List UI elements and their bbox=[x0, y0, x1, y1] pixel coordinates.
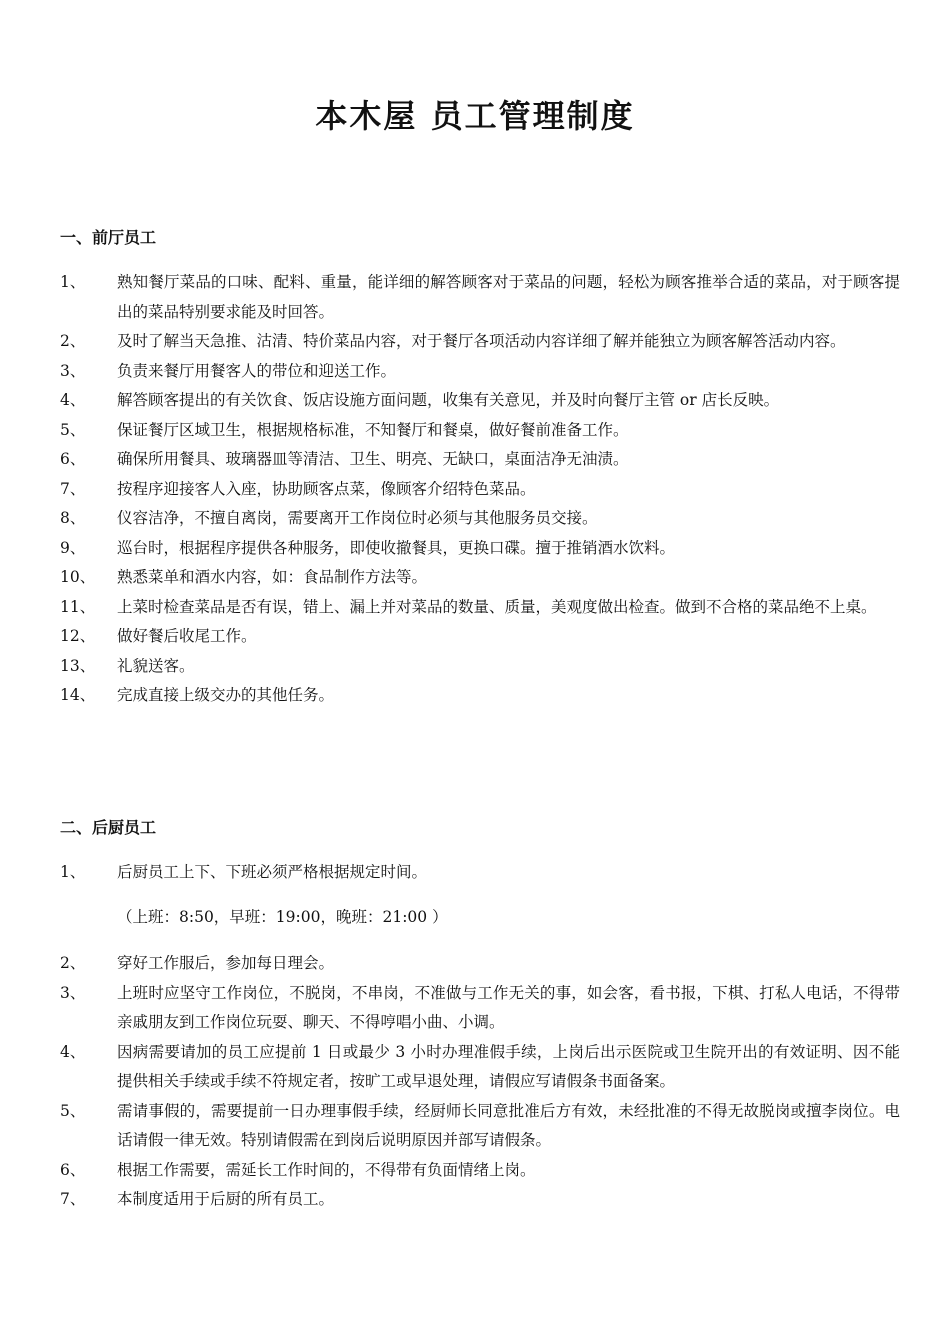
section-heading-front-hall: 一、前厅员工 bbox=[60, 228, 157, 247]
item-number: 10、 bbox=[60, 568, 96, 586]
item-text: 熟悉菜单和酒水内容，如：食品制作方法等。 bbox=[117, 568, 428, 586]
item-text: 上班时应坚守工作岗位，不脱岗，不串岗，不准做与工作无关的事，如会客，看书报，下棋、打私人电话，不得带亲戚朋友到工作岗位玩耍、聊天、不得哼唱小曲、小调。 bbox=[117, 983, 900, 1031]
list-item bbox=[60, 979, 900, 1038]
item-text: 按程序迎接客人入座，协助顾客点菜，像顾客介绍特色菜品。 bbox=[117, 479, 536, 498]
list-item bbox=[60, 949, 900, 979]
list-item bbox=[60, 858, 900, 888]
list-item bbox=[60, 1185, 900, 1215]
list-item bbox=[60, 504, 900, 534]
list-item bbox=[60, 357, 900, 387]
item-text: 后厨员工上下、下班必须严格根据规定时间。 bbox=[117, 863, 428, 881]
kitchen-rules-list-start bbox=[60, 858, 900, 888]
item-text: 穿好工作服后，参加每日理会。 bbox=[117, 954, 335, 972]
list-item bbox=[60, 534, 900, 564]
list-item bbox=[60, 563, 900, 593]
section-heading-kitchen: 二、后厨员工 bbox=[60, 818, 157, 837]
item-number: 3、 bbox=[60, 983, 86, 1002]
item-text: 需请事假的，需要提前一日办理事假手续，经厨师长同意批准后方有效，未经批准的不得无故脱岗或擅李岗位。电话请假一律无效。特别请假需在到岗后说明原因并部写请假条。 bbox=[117, 1101, 900, 1149]
list-item bbox=[60, 593, 900, 623]
item-text: 确保所用餐具、玻璃器皿等清洁、卫生、明亮、无缺口，桌面洁净无油渍。 bbox=[117, 450, 629, 468]
item-text: 完成直接上级交办的其他任务。 bbox=[117, 686, 335, 704]
list-item bbox=[60, 1038, 900, 1097]
item-text: 做好餐后收尾工作。 bbox=[117, 627, 257, 645]
item-number: 11、 bbox=[60, 597, 96, 616]
list-item bbox=[60, 386, 900, 416]
shift-times-note: （上班：8:50，早班：19:00，晚班：21:00 ） bbox=[117, 908, 448, 926]
item-number: 2、 bbox=[60, 954, 86, 972]
item-number: 6、 bbox=[60, 450, 86, 468]
item-text: 根据工作需要，需延长工作时间的，不得带有负面情绪上岗。 bbox=[117, 1160, 536, 1179]
list-item bbox=[60, 681, 900, 711]
front-hall-rules-list bbox=[60, 268, 900, 711]
item-text: 礼貌送客。 bbox=[117, 656, 195, 675]
item-number: 3、 bbox=[60, 361, 86, 380]
item-text: 熟知餐厅菜品的口味、配料、重量，能详细的解答顾客对于菜品的问题，轻松为顾客推举合适的菜品，对于顾客提出的菜品特别要求能及时回答。 bbox=[117, 273, 900, 321]
list-item bbox=[60, 652, 900, 682]
item-text: 仪容洁净，不擅自离岗，需要离开工作岗位时必须与其他服务员交接。 bbox=[117, 509, 598, 527]
item-number: 1、 bbox=[60, 863, 86, 881]
list-item bbox=[60, 445, 900, 475]
item-text: 负责来餐厅用餐客人的带位和迎送工作。 bbox=[117, 361, 397, 380]
item-text: 上菜时检查菜品是否有误，错上、漏上并对菜品的数量、质量，美观度做出检查。做到不合格的菜品绝不上桌。 bbox=[117, 597, 877, 616]
item-number: 4、 bbox=[60, 1042, 86, 1061]
item-text: 保证餐厅区域卫生，根据规格标准，不知餐厅和餐桌，做好餐前准备工作。 bbox=[117, 420, 629, 439]
item-number: 9、 bbox=[60, 538, 86, 557]
item-text: 因病需要请加的员工应提前 1 日或最少 3 小时办理准假手续，上岗后出示医院或卫生院开出的有效证明、因不能提供相关手续或手续不符规定者，按旷工或早退处理，请假应写请假条书面备案。 bbox=[117, 1042, 900, 1090]
list-item bbox=[60, 1156, 900, 1186]
kitchen-rules-list bbox=[60, 949, 900, 1215]
item-text: 及时了解当天急推、沽清、特价菜品内容，对于餐厅各项活动内容详细了解并能独立为顾客解答活动内容。 bbox=[117, 332, 846, 350]
item-number: 13、 bbox=[60, 656, 96, 675]
list-item bbox=[60, 622, 900, 652]
list-item bbox=[60, 268, 900, 327]
page-title: 本木屋 员工管理制度 bbox=[315, 97, 635, 135]
item-text: 本制度适用于后厨的所有员工。 bbox=[117, 1190, 335, 1208]
item-text: 巡台时，根据程序提供各种服务，即使收撤餐具，更换口碟。擅于推销酒水饮料。 bbox=[117, 538, 676, 557]
item-number: 14、 bbox=[60, 686, 96, 704]
item-number: 7、 bbox=[60, 1190, 86, 1208]
item-number: 7、 bbox=[60, 479, 86, 498]
item-number: 8、 bbox=[60, 509, 86, 527]
item-number: 4、 bbox=[60, 391, 86, 409]
item-text: 解答顾客提出的有关饮食、饭店设施方面问题，收集有关意见，并及时向餐厅主管 or 店长反映。 bbox=[117, 391, 780, 409]
item-number: 5、 bbox=[60, 1101, 86, 1120]
item-number: 12、 bbox=[60, 627, 96, 645]
list-item bbox=[60, 416, 900, 446]
item-number: 1、 bbox=[60, 273, 86, 291]
list-item bbox=[60, 1097, 900, 1156]
list-item bbox=[60, 475, 900, 505]
item-number: 5、 bbox=[60, 420, 86, 439]
list-item bbox=[60, 327, 900, 357]
item-number: 2、 bbox=[60, 332, 86, 350]
item-number: 6、 bbox=[60, 1160, 86, 1179]
